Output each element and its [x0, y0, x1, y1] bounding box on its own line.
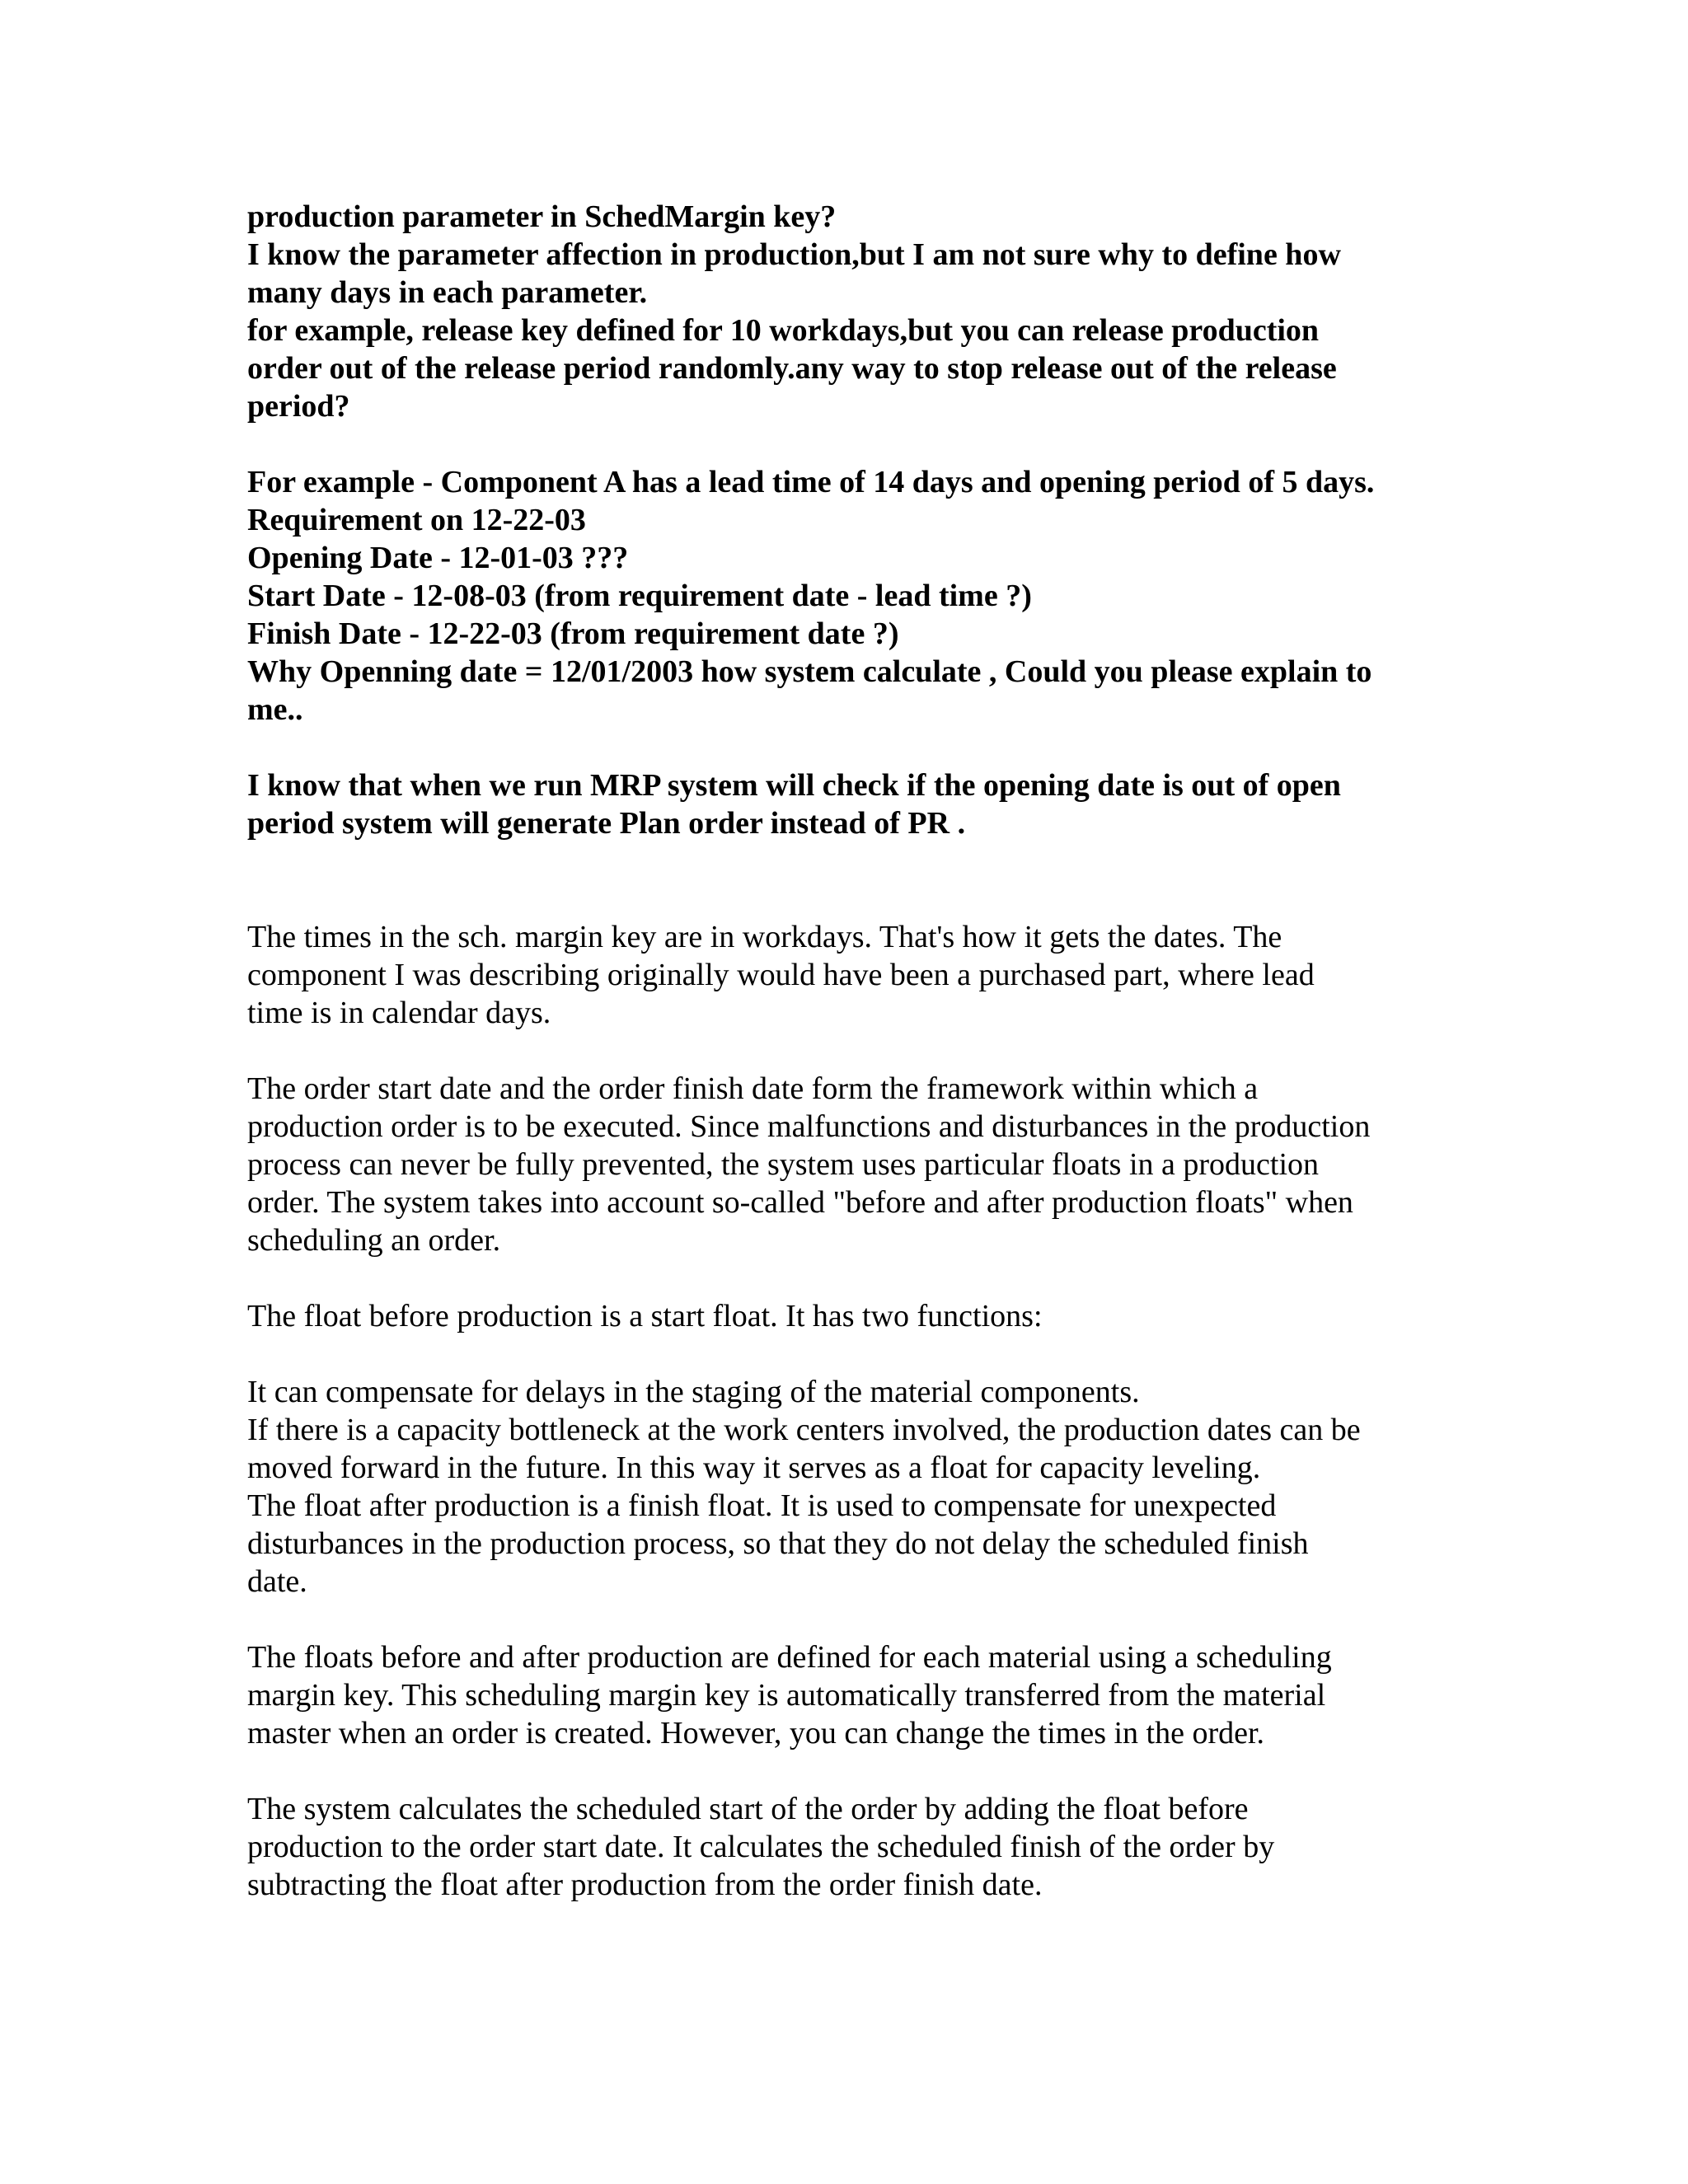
- text-line: order. The system takes into account so-called "before and after production floats" when: [247, 1185, 1353, 1220]
- text-line: The system calculates the scheduled start of the order by adding the float before: [247, 1792, 1249, 1826]
- text-line: order out of the release period randomly.any way to stop release out of the release: [247, 351, 1337, 386]
- text-line: For example - Component A has a lead time of 14 days and opening period of 5 days.: [247, 465, 1375, 499]
- text-line: The times in the sch. margin key are in workdays. That's how it gets the dates. The: [247, 920, 1282, 954]
- question-paragraph-1: [247, 198, 1451, 425]
- text-line: The float before production is a start float. It has two functions:: [247, 1299, 1043, 1333]
- text-line: Requirement on 12-22-03: [247, 503, 586, 537]
- text-line: date.: [247, 1564, 307, 1599]
- answer-paragraph-5: [247, 1638, 1451, 1752]
- answer-paragraph-2: [247, 1070, 1451, 1259]
- text-line: Start Date - 12-08-03 (from requirement date - lead time ?): [247, 579, 1032, 613]
- text-line: The order start date and the order finish date form the framework within which a: [247, 1071, 1259, 1106]
- text-line: scheduling an order.: [247, 1223, 501, 1258]
- question-paragraph-2: [247, 463, 1451, 729]
- text-line: I know the parameter affection in production,but I am not sure why to define how: [247, 237, 1341, 272]
- text-line: margin key. This scheduling margin key is automatically transferred from the material: [247, 1678, 1326, 1713]
- question-paragraph-3: [247, 766, 1451, 842]
- text-line: Why Openning date = 12/01/2003 how system calculate , Could you please explain to: [247, 654, 1372, 689]
- text-line: disturbances in the production process, so that they do not delay the scheduled finish: [247, 1526, 1309, 1561]
- text-line: for example, release key defined for 10 workdays,but you can release production: [247, 313, 1320, 348]
- text-line: Opening Date - 12-01-03 ???: [247, 541, 629, 575]
- text-line: production parameter in SchedMargin key?: [247, 199, 837, 234]
- text-line: me..: [247, 692, 303, 727]
- text-line: subtracting the float after production from the order finish date.: [247, 1868, 1043, 1902]
- text-line: component I was describing originally would have been a purchased part, where lead: [247, 958, 1315, 992]
- text-line: time is in calendar days.: [247, 996, 551, 1030]
- text-line: production order is to be executed. Since malfunctions and disturbances in the production: [247, 1109, 1371, 1144]
- answer-paragraph-4: [247, 1373, 1451, 1601]
- answer-paragraph-3: [247, 1297, 1451, 1335]
- text-line: process can never be fully prevented, the system uses particular floats in a production: [247, 1147, 1320, 1182]
- text-line: I know that when we run MRP system will check if the opening date is out of open: [247, 768, 1341, 803]
- text-line: The floats before and after production are defined for each material using a scheduling: [247, 1640, 1332, 1675]
- text-line: If there is a capacity bottleneck at the work centers involved, the production dates can be: [247, 1413, 1361, 1447]
- text-line: period?: [247, 389, 350, 424]
- text-line: master when an order is created. However, you can change the times in the order.: [247, 1716, 1265, 1750]
- answer-paragraph-6: [247, 1790, 1451, 1904]
- text-line: It can compensate for delays in the staging of the material components.: [247, 1375, 1140, 1409]
- text-line: many days in each parameter.: [247, 275, 648, 310]
- text-line: The float after production is a finish float. It is used to compensate for unexpected: [247, 1488, 1277, 1523]
- text-line: moved forward in the future. In this way it serves as a float for capacity leveling.: [247, 1451, 1261, 1485]
- text-line: production to the order start date. It calculates the scheduled finish of the order by: [247, 1830, 1275, 1864]
- answer-paragraph-1: [247, 918, 1451, 1032]
- text-line: Finish Date - 12-22-03 (from requirement date ?): [247, 616, 899, 651]
- text-line: period system will generate Plan order instead of PR .: [247, 806, 966, 841]
